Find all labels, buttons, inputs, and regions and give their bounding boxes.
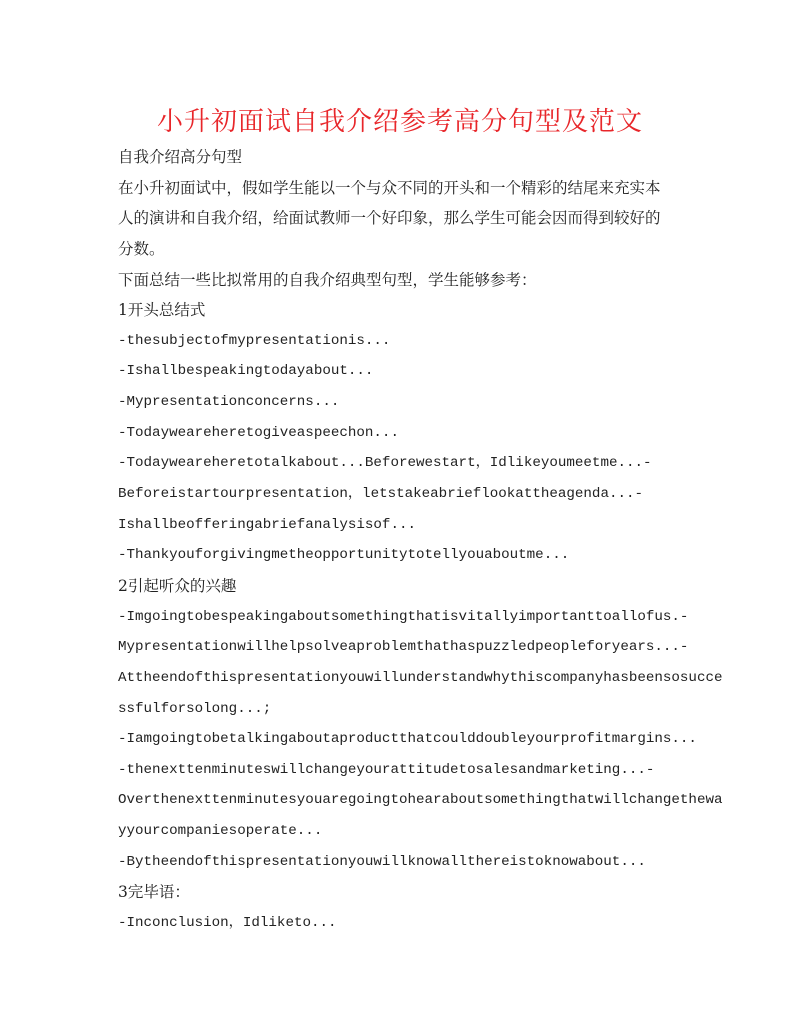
- text-line: Attheendofthispresentationyouwillunderstandwhythiscompanyhasbeensosucce: [118, 669, 723, 686]
- text-line: 人的演讲和自我介绍，给面试教师一个好印象，那么学生可能会因而得到较好的: [118, 209, 661, 228]
- text-line: Ishallbeofferingabriefanalysisof...: [118, 516, 416, 533]
- text-line: -thenexttenminuteswillchangeyourattitudetosalesandmarketing...-: [118, 761, 655, 778]
- text-line: 2引起听众的兴趣: [118, 576, 237, 595]
- document-title: 小升初面试自我介绍参考高分句型及范文: [156, 107, 643, 137]
- document-body: [118, 142, 723, 939]
- text-line: -Todayweareheretogiveaspeechon...: [118, 424, 399, 441]
- text-line: -Bytheendofthispresentationyouwillknowallthereistoknowabout...: [118, 853, 646, 870]
- text-line: yyourcompaniesoperate...: [118, 823, 323, 840]
- text-line: -Todayweareheretotalkabout...Beforewestart，Idlikeyoumeetme...-: [118, 455, 652, 472]
- text-line: 自我介绍高分句型: [118, 148, 243, 166]
- text-line: -Iamgoingtobetalkingaboutaproductthatcoulddoubleyourprofitmargins...: [118, 731, 697, 748]
- text-line: -Inconclusion，Idliketo...: [118, 915, 337, 932]
- text-line: Beforeistartourpresentation，letstakeabrieflookattheagenda...-: [118, 486, 644, 503]
- text-line: -Mypresentationconcerns...: [118, 394, 340, 411]
- text-line: 分数。: [118, 239, 165, 258]
- text-line: Mypresentationwillhelpsolveaproblemthathaspuzzledpeopleforyears...-: [118, 639, 689, 656]
- text-line: 下面总结一些比拟常用的自我介绍典型句型，学生能够参考：: [118, 270, 537, 289]
- text-line: 1开头总结式: [118, 301, 206, 320]
- text-line: -Thankyouforgivingmetheopportunitytotellyouaboutme...: [118, 547, 570, 564]
- text-line: -thesubjectofmypresentationis...: [118, 332, 391, 349]
- text-line: 在小升初面试中，假如学生能以一个与众不同的开头和一个精彩的结尾来充实本: [118, 178, 661, 197]
- text-line: ssfulforsolong...;: [118, 700, 272, 717]
- text-line: 3完毕语：: [118, 883, 190, 902]
- text-line: Overthenexttenminutesyouaregoingtohearaboutsomethingthatwillchangethewa: [118, 792, 723, 809]
- text-line: -Ishallbespeakingtodayabout...: [118, 363, 374, 380]
- text-line: -Imgoingtobespeakingaboutsomethingthatisvitallyimportanttoallofus.-: [118, 608, 689, 625]
